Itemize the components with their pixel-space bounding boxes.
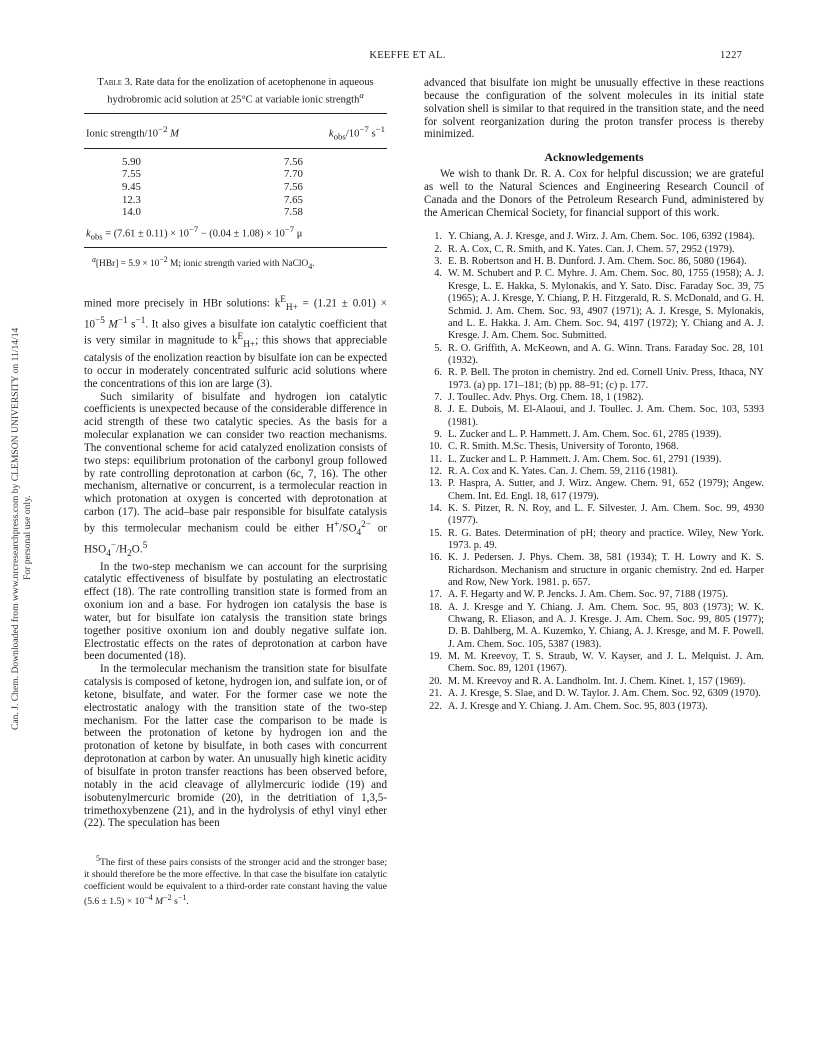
download-watermark: Can. J. Chem. Downloaded from www.nrcresearchpress.com by CLEMSON UNIVERSITY on 11/14/14 — [10, 327, 21, 730]
reference-text: R. P. Bell. The proton in chemistry. 2nd ed. Cornell Univ. Press, Ithaca, NY 1973. (a) pp. 171–181; (b) pp. 88–91; (c) p. 177. — [448, 367, 764, 391]
reference-number: 14. — [429, 503, 442, 514]
table-row: 12.3 7.65 — [122, 193, 303, 206]
reference-number: 18. — [429, 601, 442, 613]
paragraph: advanced that bisulfate ion might be unusually effective in these reactions because the configuration of the solvent molecules in its initial state solvation shell is similar to that required in the transition state, and the need for solvent reorganization during the proton transfer process is thereby minimized. — [424, 77, 764, 141]
left-column — [84, 77, 387, 908]
reference-number: 7. — [434, 391, 442, 403]
paragraph: In the termolecular mechanism the transition state for bisulfate catalysis is composed of ketone, hydrogen ion, and sulfate ion, or of ketone, bisulfate, and water. For the former case we note the electrostatic analogy with the transition state of the two-step mechanism. For the latter case the comparison to be made is between the protonation of ketone by hydrogen ion and the protonation of ketone by bisulfate, in both cases with concurrent deprotonation at carbon by water. An unusually high kinetic acidity of bisulfate in proton transfer reactions has been observed before, notably in the acid cleavage of allylmercuric iodide (19) and isobutenylmercuric bromide (20), in the detritiation of 1,3,5-trimethoxybenzene (21), and in the hydrolysis of ethyl vinyl ether (22). The speculation has been — [84, 663, 387, 830]
reference-item — [424, 367, 764, 392]
reference-text: K. J. Pedersen. J. Phys. Chem. 38, 581 (1934); T. H. Lowry and K. S. Richardson. Mechanism and structure in organic chemistry. 2nd ed. Harper and Row, New York. 1981. p. 657. — [448, 552, 764, 589]
reference-item — [424, 552, 764, 589]
reference-text: R. A. Cox, C. R. Smith, and K. Yates. Can. J. Chem. 57, 2952 (1979). — [448, 243, 735, 255]
reference-item — [424, 701, 764, 713]
table-caption: Table 3. Rate data for the enolization of acetophenone in aqueous hydrobromic acid solution at 25°C at variable ionic strength$^a$ — [97, 77, 374, 106]
running-head: KEEFFE ET AL. — [369, 50, 446, 61]
reference-item — [424, 503, 764, 528]
reference-number: 12. — [429, 465, 442, 477]
reference-text: M. M. Kreevoy, T. S. Straub, W. V. Kayser, and J. L. Melquist. J. Am. Chem. Soc. 89, 1201 (1967). — [448, 651, 764, 675]
paragraph: In the two-step mechanism we can account for the surprising catalytic effectiveness of bisulfate by postulating an electrostatic effect (18). The rate controlling transition state is formed from an oxonium ion and a base. For hydrogen ion catalysis the base is water, but for bisulfate ion catalysis the transition state brings together positive oxonium ion and doubly negative sulfate ion. Electrostatic effects on the rates of deprotonation at carbon have been documented (18). — [84, 560, 387, 663]
reference-item — [424, 256, 764, 268]
paragraph: mined more precisely in HBr solutions: $k^E_{H+} = (1.21 \pm 0.01) \times 10^{-5}$ $M^{-1}$ $s^{-1}$. It also gives a bisulfate ion catalytic coefficient that is very similar in magnitude to $k^E_{H+}$; this shows that appreciable catalysis of the enolization reaction by bisulfate ion can be expected to occur in moderately concentrated sulfuric acid solutions where the concentrations of this ion are large (3). — [84, 295, 388, 390]
reference-item — [424, 466, 764, 478]
reference-item — [424, 268, 764, 342]
reference-number: 2. — [434, 243, 442, 255]
col-kobs: $k_{obs}/10^{-7}$ $s^{-1}$ — [328, 124, 385, 142]
reference-number: 5. — [434, 342, 442, 354]
reference-item — [424, 478, 764, 503]
reference-item — [424, 528, 764, 553]
table-row: 14.0 7.58 — [122, 206, 303, 219]
reference-item — [424, 589, 764, 601]
rate-data-table — [84, 113, 387, 248]
reference-item — [424, 231, 764, 243]
acknowledgements-text: We wish to thank Dr. R. A. Cox for helpful discussion; we are grateful as well to the Natural Sciences and Engineering Research Council of Canada and the Donors of the Petroleum Research Fund, administered by the American Chemical Society, for financial support of this work. — [424, 168, 764, 219]
reference-item — [424, 429, 764, 441]
page-number: 1227 — [720, 50, 743, 61]
reference-item — [424, 441, 764, 453]
reference-text: A. J. Kresge, S. Slae, and D. W. Taylor. J. Am. Chem. Soc. 92, 6309 (1970). — [448, 688, 761, 700]
footnote-5: $^5$The first of these pairs consists of the stronger acid and the stronger base; it should therefore be the more effective. In that case the bisulfate ion catalytic coefficient would be equivalent to a third-order rate constant having the value $(5.6 \pm 1.5) \times 10^{-4}$ $M^{-2}$ $s^{-1}$. — [84, 854, 387, 908]
reference-item — [424, 404, 764, 429]
reference-number: 17. — [429, 589, 442, 601]
reference-number: 6. — [434, 367, 442, 379]
reference-text: J. E. Dubois, M. El-Alaoui, and J. Toullec. J. Am. Chem. Soc. 103, 5393 (1981). — [448, 404, 764, 428]
table-row: 9.45 7.56 — [122, 180, 303, 193]
reference-list — [424, 231, 764, 712]
table-footnote: $^a[HBr] = 5.9 \times 10^{-2}$ M; ionic strength varied with NaClO$_4$. — [92, 255, 315, 272]
reference-text: A. J. Kresge and Y. Chiang. J. Am. Chem. Soc. 95, 803 (1973); W. K. Chwang, R. Eliason, and A. J. Kresge. J. Am. Chem. Soc. 99, 805 (1977); D. B. Dahlberg, M. A. Kuzemko, Y. Chiang, A. J. Kresge, and M. F. Powell. J. Am. Chem. Soc. 105, 5387 (1983). — [448, 601, 764, 650]
reference-text: A. J. Kresge and Y. Chiang. J. Am. Chem. Soc. 95, 803 (1973). — [448, 700, 708, 712]
col-ionic-strength: Ionic strength/$10^{-2}$ M — [86, 124, 179, 140]
table-row: 7.55 7.70 — [122, 168, 303, 181]
reference-text: M. M. Kreevoy and R. A. Landholm. Int. J. Chem. Kinet. 1, 157 (1969). — [448, 675, 746, 687]
left-body-text — [84, 294, 387, 830]
reference-number: 20. — [429, 675, 442, 687]
reference-number: 15. — [429, 527, 442, 539]
table-row: 5.90 7.56 — [122, 155, 303, 168]
right-column — [424, 77, 764, 713]
reference-item — [424, 651, 764, 676]
reference-item — [424, 676, 764, 688]
acknowledgements-heading: Acknowledgements — [544, 150, 644, 165]
reference-text: Y. Chiang, A. J. Kresge, and J. Wirz. J. Am. Chem. Soc. 106, 6392 (1984). — [448, 231, 755, 243]
reference-text: R. O. Griffith, A. McKeown, and A. G. Winn. Trans. Faraday Soc. 28, 101 (1932). — [448, 342, 764, 366]
reference-text: C. R. Smith. M.Sc. Thesis, University of Toronto, 1968. — [448, 441, 679, 453]
reference-text: R. A. Cox and K. Yates. Can. J. Chem. 59, 2116 (1981). — [448, 465, 678, 477]
reference-number: 9. — [434, 428, 442, 440]
reference-number: 1. — [434, 231, 442, 243]
reference-text: L. Zucker and L. P. Hammett. J. Am. Chem. Soc. 61, 2791 (1939). — [448, 453, 722, 465]
reference-text: K. S. Pitzer, R. N. Roy, and L. F. Silvester. J. Am. Chem. Soc. 99, 4930 (1977). — [448, 503, 764, 527]
reference-text: E. B. Robertson and H. B. Dunford. J. Am. Chem. Soc. 86, 5080 (1964). — [448, 256, 747, 268]
reference-text: W. M. Schubert and P. C. Myhre. J. Am. Chem. Soc. 80, 1755 (1958); A. J. Kresge, L. E. Hakka, S. Mylonakis, and Y. Sato. Disc. Faraday Soc. 39, 75 (1965); A. J. Kresge, Y. Chiang, P. H. Fitzgerald, R. S. McDonald, and G. H. Schmid. J. Am. Chem. Soc. 93, 4907 (1971); A. J. Kresge, S. Mylonakis, and L. E. Hakka. J. Am. Chem. Soc. 94, 4197 (1972); Y. Chiang and A. J. Kresge. J. Am. Chem. Soc. Submitted. — [448, 268, 764, 342]
reference-number: 8. — [434, 404, 442, 416]
reference-item — [424, 688, 764, 700]
reference-number: 22. — [429, 700, 442, 712]
rate-equation: $k_{obs} = (7.61 \pm 0.11) \times 10^{-7} - (0.04 \pm 1.08) \times 10^{-7}$ μ — [86, 223, 303, 242]
reference-number: 19. — [429, 651, 442, 663]
reference-text: J. Toullec. Adv. Phys. Org. Chem. 18, 1 (1982). — [448, 391, 644, 403]
reference-text: A. F. Hegarty and W. P. Jencks. J. Am. Chem. Soc. 97, 7188 (1975). — [448, 589, 729, 601]
reference-number: 3. — [434, 256, 442, 268]
reference-number: 16. — [429, 552, 442, 564]
reference-text: R. G. Bates. Determination of pH; theory and practice. Wiley, New York. 1973. p. 49. — [448, 527, 764, 552]
reference-text: L. Zucker and L. P. Hammett. J. Am. Chem. Soc. 61, 2785 (1939). — [448, 428, 722, 440]
reference-number: 4. — [434, 268, 442, 280]
reference-text: P. Haspra, A. Sutter, and J. Wirz. Angew. Chem. 91, 652 (1979); Angew. Chem. Int. Ed. Engl. 18, 617 (1979). — [448, 478, 764, 502]
reference-item — [424, 244, 764, 256]
reference-item — [424, 602, 764, 651]
reference-item — [424, 454, 764, 466]
reference-number: 10. — [429, 441, 442, 453]
reference-number: 11. — [429, 453, 442, 465]
table-body — [84, 149, 387, 221]
table-header — [84, 114, 387, 148]
reference-number: 21. — [429, 688, 442, 700]
reference-item — [424, 392, 764, 404]
reference-number: 13. — [429, 478, 442, 490]
paragraph: Such similarity of bisulfate and hydrogen ion catalytic coefficients is unexpected because of the considerable difference in acid strength of these two catalytic species. As the basis for a molecular explanation we can consider two reaction mechanisms. The conventional scheme for acid catalyzed enolization consists of two steps: equilibrium protonation of the carbonyl group followed by rate controlling deprotonation at carbon (6c, 7, 16). The other mechanism, alternative or concurrent, is a termolecular reaction in which protonation at oxygen is concerted with deprotonation at carbon (17). The acid–base pair responsible for bisulfate catalysis by this termolecular mechanism could be either $H^+/SO_4^{2-}$ or $HSO_4^-/H_2O.^5$ — [84, 390, 388, 559]
personal-use-watermark: For personal use only. — [22, 495, 33, 580]
reference-item — [424, 343, 764, 368]
